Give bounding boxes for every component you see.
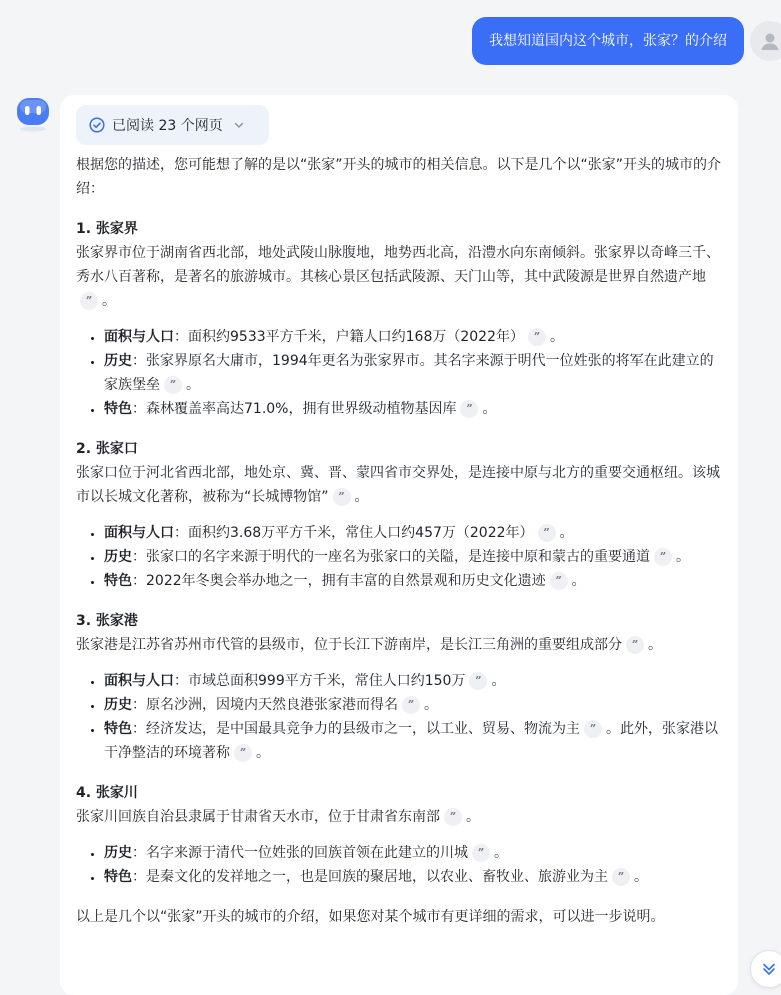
list-item: • 历史：张家口的名字来源于明代的一座名为张家口的关隘，是连接中原和蒙古的重要通道 ” 。 bbox=[104, 545, 726, 569]
section-paragraph: 张家口位于河北省西北部，地处京、冀、晋、蒙四省市交界处，是连接中原与北方的重要交通枢纽。该城市以长城文化著称，被称为“长城博物馆” ” 。 bbox=[76, 465, 720, 505]
section-bullets bbox=[76, 325, 726, 421]
citation-icon[interactable]: ” bbox=[538, 524, 556, 542]
citation-icon[interactable]: ” bbox=[528, 328, 546, 346]
user-avatar[interactable] bbox=[750, 21, 781, 61]
bullet-label: 特色 bbox=[104, 573, 132, 589]
bullet-label: 面积与人口 bbox=[104, 329, 174, 345]
bullet-label: 面积与人口 bbox=[104, 525, 174, 541]
citation-icon[interactable]: ” bbox=[550, 572, 568, 590]
bullet-label: 特色 bbox=[104, 869, 132, 885]
bullet-text: ：张家口的名字来源于明代的一座名为张家口的关隘，是连接中原和蒙古的重要通道 bbox=[132, 549, 650, 565]
bullet-label: 特色 bbox=[104, 401, 132, 417]
citation-icon[interactable]: ” bbox=[164, 376, 182, 394]
section-paragraph-text: 张家界市位于湖南省西北部，地处武陵山脉腹地，地势西北高，沿澧水向东南倾斜。张家界以奇峰三千、秀水八百著称，是著名的旅游城市。其核心景区包括武陵源、天门山等，其中武陵源是世界自然遗产地 bbox=[76, 245, 720, 285]
list-item: • 特色：是秦文化的发祥地之一，也是回族的聚居地，以农业、畜牧业、旅游业为主 ” 。 bbox=[104, 865, 726, 889]
list-item: • 面积与人口：面积约3.68万平方千米，常住人口约457万（2022年） ” 。 bbox=[104, 521, 726, 545]
intro-paragraph: 根据您的描述，您可能想了解的是以“张家”开头的城市的相关信息。以下是几个以“张家”开头的城市的介绍： bbox=[76, 157, 722, 197]
list-item: • 面积与人口：市域总面积999平方千米，常住人口约150万 ” 。 bbox=[104, 669, 726, 693]
section-paragraph-text: 张家港是江苏省苏州市代管的县级市，位于长江下游南岸，是长江三角洲的重要组成部分 bbox=[76, 637, 622, 653]
list-item: • 面积与人口：面积约9533平方千米，户籍人口约168万（2022年） ” 。 bbox=[104, 325, 726, 349]
double-chevron-down-icon bbox=[761, 961, 777, 977]
section-paragraph: 张家界市位于湖南省西北部，地处武陵山脉腹地，地势西北高，沿澧水向东南倾斜。张家界以奇峰三千、秀水八百著称，是著名的旅游城市。其核心景区包括武陵源、天门山等，其中武陵源是世界自然遗产地” 。 bbox=[76, 245, 720, 309]
bullet-text: ：面积约3.68万平方千米，常住人口约457万（2022年） bbox=[174, 525, 534, 541]
bullet-text: ：原名沙洲，因境内天然良港张家港而得名 bbox=[132, 697, 398, 713]
section-title: 1. 张家界 bbox=[76, 221, 138, 237]
section-paragraph: 张家川回族自治县隶属于甘肃省天水市，位于甘肃省东南部 ” 。 bbox=[76, 809, 480, 825]
list-item: • 历史：原名沙洲，因境内天然良港张家港而得名 ” 。 bbox=[104, 693, 726, 717]
bullet-text: ：市域总面积999平方千米，常住人口约150万 bbox=[174, 673, 466, 689]
list-item: • 历史：名字来源于清代一位姓张的回族首领在此建立的川城 ” 。 bbox=[104, 841, 726, 865]
section-bullets bbox=[76, 669, 726, 765]
list-item: • 特色：森林覆盖率高达71.0%，拥有世界级动植物基因库 ” 。 bbox=[104, 397, 726, 421]
outro-paragraph: 以上是几个以“张家”开头的城市的介绍，如果您对某个城市有更详细的需求，可以进一步说明。 bbox=[76, 909, 665, 925]
citation-icon[interactable]: ” bbox=[234, 744, 252, 762]
citation-icon[interactable]: ” bbox=[654, 548, 672, 566]
citation-icon[interactable]: ” bbox=[333, 488, 351, 506]
section-title: 2. 张家口 bbox=[76, 441, 138, 457]
citation-icon[interactable]: ” bbox=[584, 720, 602, 738]
section-paragraph-text: 张家川回族自治县隶属于甘肃省天水市，位于甘肃省东南部 bbox=[76, 809, 440, 825]
bullet-label: 历史 bbox=[104, 353, 132, 369]
user-message-bubble: 我想知道国内这个城市，张家？的介绍 bbox=[472, 17, 744, 65]
robot-icon bbox=[15, 96, 51, 132]
section-bullets bbox=[76, 521, 726, 593]
bullet-text: ：张家界原名大庸市，1994年更名为张家界市。其名字来源于明代一位姓张的将军在此建立的家族堡垒 bbox=[104, 353, 714, 393]
citation-icon[interactable]: ” bbox=[469, 672, 487, 690]
citation-icon[interactable]: ” bbox=[460, 400, 478, 418]
bullet-label: 特色 bbox=[104, 721, 132, 737]
list-item: • 特色：2022年冬奥会举办地之一，拥有丰富的自然景观和历史文化遗迹 ” 。 bbox=[104, 569, 726, 593]
citation-icon[interactable]: ” bbox=[612, 868, 630, 886]
bullet-text: ：面积约9533平方千米，户籍人口约168万（2022年） bbox=[174, 329, 524, 345]
section-title: 3. 张家港 bbox=[76, 613, 138, 629]
bullet-text: ：森林覆盖率高达71.0%，拥有世界级动植物基因库 bbox=[132, 401, 457, 417]
bullet-text-extra: 。此外，张家港以干净整洁的环境著称 bbox=[104, 721, 718, 761]
user-icon bbox=[759, 30, 781, 52]
bullet-text: ：2022年冬奥会举办地之一，拥有丰富的自然景观和历史文化遗迹 bbox=[132, 573, 546, 589]
assistant-message-card bbox=[60, 95, 738, 995]
bullet-label: 面积与人口 bbox=[104, 673, 174, 689]
read-sources-toggle[interactable] bbox=[76, 105, 269, 145]
section-title: 4. 张家川 bbox=[76, 785, 138, 801]
bullet-text: ：是秦文化的发祥地之一，也是回族的聚居地，以农业、畜牧业、旅游业为主 bbox=[132, 869, 608, 885]
section-bullets bbox=[76, 841, 726, 889]
bullet-label: 历史 bbox=[104, 697, 132, 713]
list-item: • 历史：张家界原名大庸市，1994年更名为张家界市。其名字来源于明代一位姓张的将军在此建立的家族堡垒 ” 。 bbox=[104, 349, 726, 397]
citation-icon[interactable]: ” bbox=[402, 696, 420, 714]
citation-icon[interactable]: ” bbox=[626, 636, 644, 654]
bullet-label: 历史 bbox=[104, 845, 132, 861]
chevron-down-icon bbox=[233, 119, 245, 131]
check-circle-icon bbox=[89, 117, 105, 133]
bullet-label: 历史 bbox=[104, 549, 132, 565]
read-sources-label: 已阅读 23 个网页 bbox=[112, 118, 223, 134]
user-message-row bbox=[0, 17, 781, 65]
section-paragraph-text: 张家口位于河北省西北部，地处京、冀、晋、蒙四省市交界处，是连接中原与北方的重要交通枢纽。该城市以长城文化著称，被称为“长城博物馆” bbox=[76, 465, 720, 505]
citation-icon[interactable]: ” bbox=[472, 844, 490, 862]
bullet-text: ：名字来源于清代一位姓张的回族首领在此建立的川城 bbox=[132, 845, 468, 861]
list-item: • 特色：经济发达，是中国最具竞争力的县级市之一，以工业、贸易、物流为主 ” 。此外，张家港以干净整洁的环境著称 ” 。 bbox=[104, 717, 726, 765]
citation-icon[interactable]: ” bbox=[80, 292, 98, 310]
assistant-avatar bbox=[15, 96, 51, 132]
answer-content bbox=[76, 153, 726, 929]
bullet-text: ：经济发达，是中国最具竞争力的县级市之一，以工业、贸易、物流为主 bbox=[132, 721, 580, 737]
scroll-to-bottom-button[interactable] bbox=[750, 950, 781, 988]
section-paragraph: 张家港是江苏省苏州市代管的县级市，位于长江下游南岸，是长江三角洲的重要组成部分 ” 。 bbox=[76, 637, 662, 653]
citation-icon[interactable]: ” bbox=[444, 808, 462, 826]
